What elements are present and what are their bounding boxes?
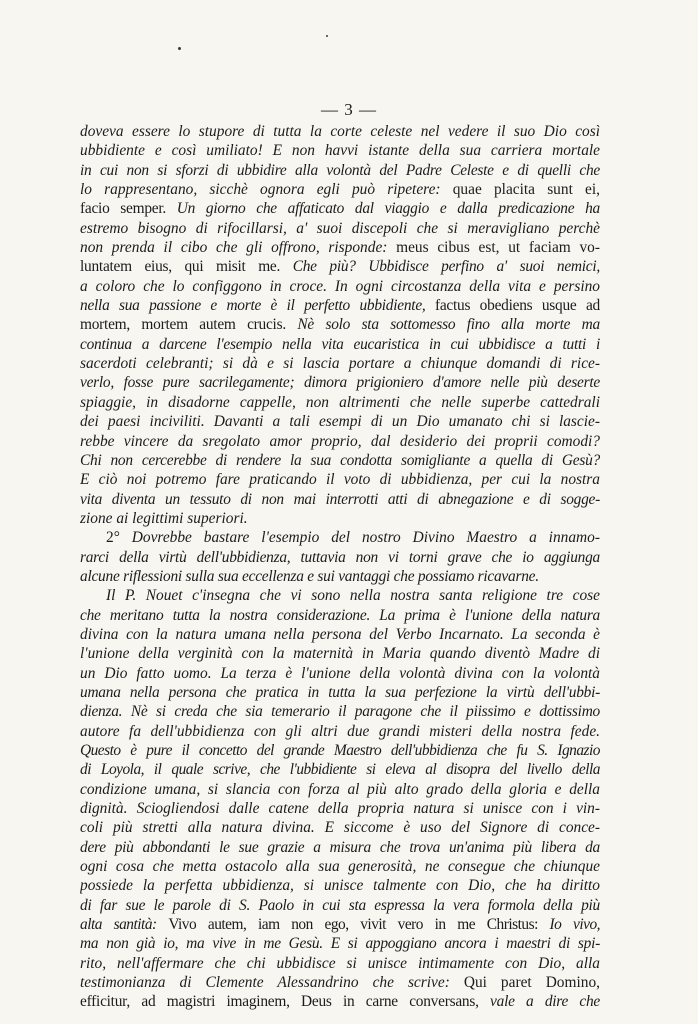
- text-line: un Dio fatto uomo. La terza è l'unione della volontà divina con la volontà: [80, 664, 600, 682]
- text-line: zione ai legittimi superiori.: [80, 509, 248, 527]
- text-line: doveva essere lo stupore di tutta la corte celeste nel vedere il suo Dio così: [80, 123, 600, 140]
- text-line: rebbe vincere da sregolato amor proprio, dal desiderio dei proprii comodi?: [80, 432, 600, 450]
- text-line: autore fa dell'ubbidienza con gli altri due grandi misteri della nostra fede.: [80, 722, 600, 740]
- text-line: estremo bisogno di rifocillarsi, a' suoi discepoli che si meravigliano perchè: [80, 219, 600, 237]
- text-line: lo rappresentano, sicchè ognora egli può ripetere: quae placita sunt ei,: [80, 181, 600, 199]
- text-line: dei paesi inciviliti. Davanti a tali esempi di un Dio umanato chi si lascie-: [80, 413, 600, 431]
- text-line: E ciò noi potremo fare praticando il voto di ubbidienza, per cui la nostra: [80, 471, 600, 489]
- text-line: mortem, mortem autem crucis. Nè solo sta sottomesso fino alla morte ma: [80, 316, 600, 334]
- text-line: rarci della virtù dell'ubbidienza, tuttavia non vi torni grave che io aggiunga: [80, 548, 600, 566]
- text-line: condizione umana, si slancia con forza al più alto grado della gloria e della: [80, 780, 600, 798]
- text-line: dignità. Sciogliendosi dalle catene della propria natura si unisce con i vin-: [80, 800, 600, 818]
- body-text: [80, 122, 600, 1012]
- text-line: ma non già io, ma vive in me Gesù. E si appoggiano ancora i maestri di spi-: [80, 935, 600, 953]
- paragraph-first-line: 2° Dovrebbe bastare l'esempio del nostro Divino Maestro a innamo-: [106, 529, 600, 547]
- text-line: a coloro che lo configgono in croce. In ogni circostanza della vita e persino: [80, 277, 600, 295]
- text-line: sacerdoti celebranti; si dà e si lascia portare a chiunque domandi di rice-: [80, 355, 600, 373]
- text-line: l'unione della verginità con la maternità in Maria quando diventò Madre di: [80, 645, 600, 663]
- text-line: efficitur, ad magistri imaginem, Deus in carne conversans, vale a dire che: [80, 993, 600, 1011]
- text-line: umana nella persona che pratica in tutta la sua perfezione la virtù dell'ubbi-: [80, 683, 600, 701]
- text-line: ubbidiente e così umiliato! E non havvi istante della sua carriera mortale: [80, 142, 600, 160]
- text-line: Chi non cercerebbe di rendere la sua condotta somigliante a quella di Gesù?: [80, 451, 600, 469]
- text-line: vita diventa un tessuto di non mai interrotti atti di abnegazione e di sogge-: [80, 490, 600, 508]
- text-line: possiede la perfetta ubbidienza, si unisce talmente con Dio, che ha diritto: [80, 877, 600, 895]
- text-line: rito, nell'affermare che chi ubbidisce si unisce intimamente con Dio, alla: [80, 954, 600, 972]
- text-line: luntatem eius, qui misit me. Che più? Ubbidisce perfino a' suoi nemici,: [80, 258, 600, 276]
- text-line: continua a darcene l'esempio nella vita eucaristica in cui ubbidisce a tutti i: [80, 335, 600, 353]
- text-line: divina con la natura umana nella persona del Verbo Incarnato. La seconda è: [80, 625, 600, 643]
- text-line: che meritano tutta la nostra considerazione. La prima è l'unione della natura: [80, 606, 600, 624]
- text-line: facio semper. Un giorno che affaticato dal viaggio e dalla predicazione ha: [80, 200, 600, 218]
- text-line: di Loyola, il quale scrive, che l'ubbidiente si eleva al disopra del livello della: [80, 761, 600, 779]
- text-line: coli più stretti alla natura divina. E siccome è uso del Signore di conce-: [80, 819, 600, 837]
- text-line: verlo, fosse pure sacrilegamente; dimora prigioniero d'amore nelle più deserte: [80, 374, 600, 392]
- text-line: nella sua passione e morte è il perfetto ubbidiente, factus obediens usque ad: [80, 297, 600, 315]
- text-line: testimonianza di Clemente Alessandrino che scrive: Qui paret Domino,: [80, 974, 600, 992]
- text-line: spiaggie, in disadorne cappelle, non altrimenti che nelle superbe cattedrali: [80, 393, 600, 411]
- text-line: dienza. Nè si creda che sia temerario il paragone che il piissimo e dottissimo: [80, 703, 600, 721]
- page-speck: [178, 47, 181, 50]
- text-line: ogni cosa che metta ostacolo alla sua generosità, ne consegue che chiunque: [80, 858, 600, 876]
- page-number: — 3 —: [321, 100, 377, 119]
- text-line: alcune riflessioni sulla sua eccellenza e sui vantaggi che possiamo ricavarne.: [80, 567, 539, 585]
- text-line: Questo è pure il concetto del grande Maestro dell'ubbidienza che fu S. Ignazio: [80, 742, 600, 759]
- text-line: alta santità: Vivo autem, iam non ego, vivit vero in me Christus: Io vivo,: [80, 916, 600, 934]
- text-line: di far sue le parole di S. Paolo in cui sta espressa la vera formola della più: [80, 896, 600, 914]
- page-speck: [326, 35, 328, 37]
- text-line: non prenda il cibo che gli offrono, risponde: meus cibus est, ut faciam vo-: [80, 239, 600, 257]
- text-line: dere più abbondanti le sue grazie a misura che trova un'anima più libera da: [80, 838, 600, 856]
- paragraph-first-line: Il P. Nouet c'insegna che vi sono nella nostra santa religione tre cose: [106, 587, 600, 605]
- text-line: in cui non si sforzi di ubbidire alla volontà del Padre Celeste e di quelli che: [80, 161, 600, 179]
